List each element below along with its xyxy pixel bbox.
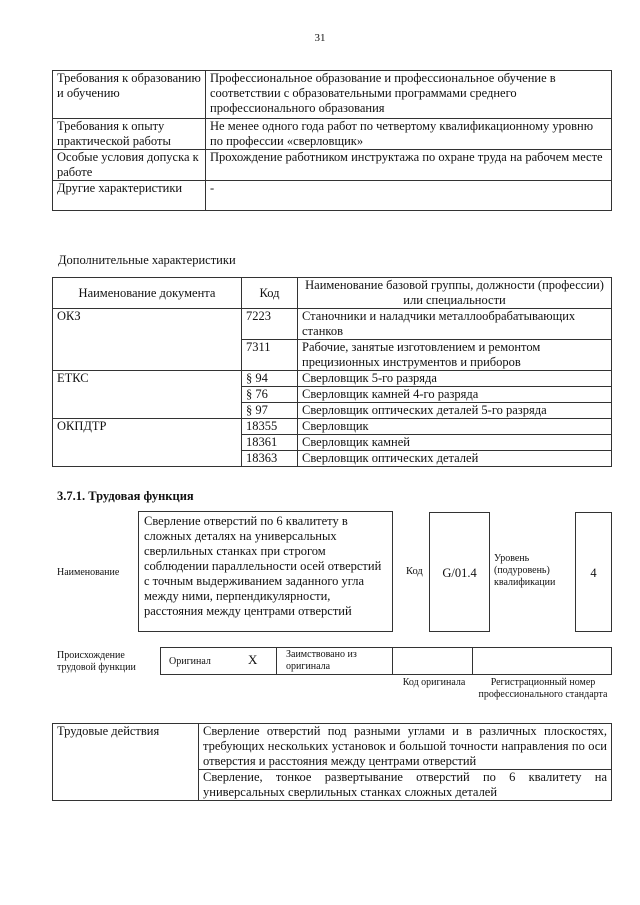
requirement-label: Другие характеристики xyxy=(53,181,206,211)
doc-cell: ОКПДТР xyxy=(53,419,242,467)
origin-original-label: Оригинал xyxy=(169,656,211,667)
origin-label: Происхождение трудовой функции xyxy=(57,650,136,673)
name-cell: Сверловщик xyxy=(298,419,612,435)
name-cell: Сверловщик оптических деталей 5-го разряда xyxy=(298,403,612,419)
origin-code-caption: Код оригинала xyxy=(402,677,466,688)
code-cell: § 94 xyxy=(242,371,298,387)
action-item: Сверление, тонкое развертывание отверстий по 6 квалитету на универсальных сверлильных станках сложных деталей xyxy=(199,770,612,801)
function-level-label: Уровень (подуровень) квалификации xyxy=(494,553,556,588)
code-cell: 18355 xyxy=(242,419,298,435)
table-row xyxy=(53,309,612,340)
name-cell: Рабочие, занятые изготовлением и ремонтом прецизионных инструментов и приборов xyxy=(298,340,612,371)
labor-actions-table xyxy=(52,723,612,801)
requirement-value: - xyxy=(206,181,612,211)
requirement-label: Требования к образованию и обучению xyxy=(53,71,206,119)
table-header-row xyxy=(53,278,612,309)
origin-divider xyxy=(392,647,393,675)
doc-cell: ОКЗ xyxy=(53,309,242,371)
actions-label: Трудовые действия xyxy=(53,724,199,801)
code-cell: 18361 xyxy=(242,435,298,451)
origin-divider xyxy=(472,647,473,675)
origin-divider xyxy=(276,647,277,675)
table-row xyxy=(53,419,612,435)
name-cell: Станочники и наладчики металлообрабатывающих станков xyxy=(298,309,612,340)
origin-borrowed-label: Заимствовано из оригинала xyxy=(286,649,357,672)
table-row xyxy=(53,119,612,150)
function-name-box: Сверление отверстий по 6 квалитету в сложных деталях на универсальных сверлильных станках при строгом соблюдении параллельности осей отверстий с точным выдерживанием заданного угла между ними, перпендикулярности, расстояния между центрами отверстий xyxy=(138,511,393,632)
header-name: Наименование базовой группы, должности (профессии) или специальности xyxy=(298,278,612,309)
table-row xyxy=(53,724,612,770)
name-cell: Сверловщик оптических деталей xyxy=(298,451,612,467)
header-document: Наименование документа xyxy=(53,278,242,309)
requirement-label: Требования к опыту практической работы xyxy=(53,119,206,150)
requirement-value: Не менее одного года работ по четвертому квалификационному уровню по профессии «сверловщик» xyxy=(206,119,612,150)
page-number: 31 xyxy=(314,32,326,44)
code-cell: 7223 xyxy=(242,309,298,340)
header-code: Код xyxy=(242,278,298,309)
function-level-box: 4 xyxy=(575,512,612,632)
origin-reg-caption: Регистрационный номер профессионального стандарта xyxy=(478,677,608,700)
table-row xyxy=(53,181,612,211)
function-title: 3.7.1. Трудовая функция xyxy=(57,489,194,503)
extra-characteristics-table xyxy=(52,277,612,467)
table-row xyxy=(53,150,612,181)
requirement-value: Прохождение работником инструктажа по охране труда на рабочем месте xyxy=(206,150,612,181)
action-item: Сверление отверстий под разными углами и в различных плоскостях, требующих нескольких установок и большой точности направления по оси отверстия и расстояния между центрами отверстий xyxy=(199,724,612,770)
table-row xyxy=(53,71,612,119)
origin-original-mark: X xyxy=(248,652,258,667)
name-cell: Сверловщик камней 4-го разряда xyxy=(298,387,612,403)
name-cell: Сверловщик камней xyxy=(298,435,612,451)
function-code-label: Код xyxy=(406,566,423,577)
doc-cell: ЕТКС xyxy=(53,371,242,419)
function-name-label: Наименование xyxy=(57,567,120,578)
name-cell: Сверловщик 5-го разряда xyxy=(298,371,612,387)
code-cell: § 97 xyxy=(242,403,298,419)
table-row xyxy=(53,371,612,387)
function-code-box: G/01.4 xyxy=(429,512,490,632)
requirement-label: Особые условия допуска к работе xyxy=(53,150,206,181)
code-cell: 7311 xyxy=(242,340,298,371)
requirement-value: Профессиональное образование и профессиональное обучение в соответствии с образовательными программами среднего профессионального образования xyxy=(206,71,612,119)
code-cell: § 76 xyxy=(242,387,298,403)
requirements-table xyxy=(52,70,612,211)
extra-characteristics-title: Дополнительные характеристики xyxy=(58,253,236,267)
code-cell: 18363 xyxy=(242,451,298,467)
